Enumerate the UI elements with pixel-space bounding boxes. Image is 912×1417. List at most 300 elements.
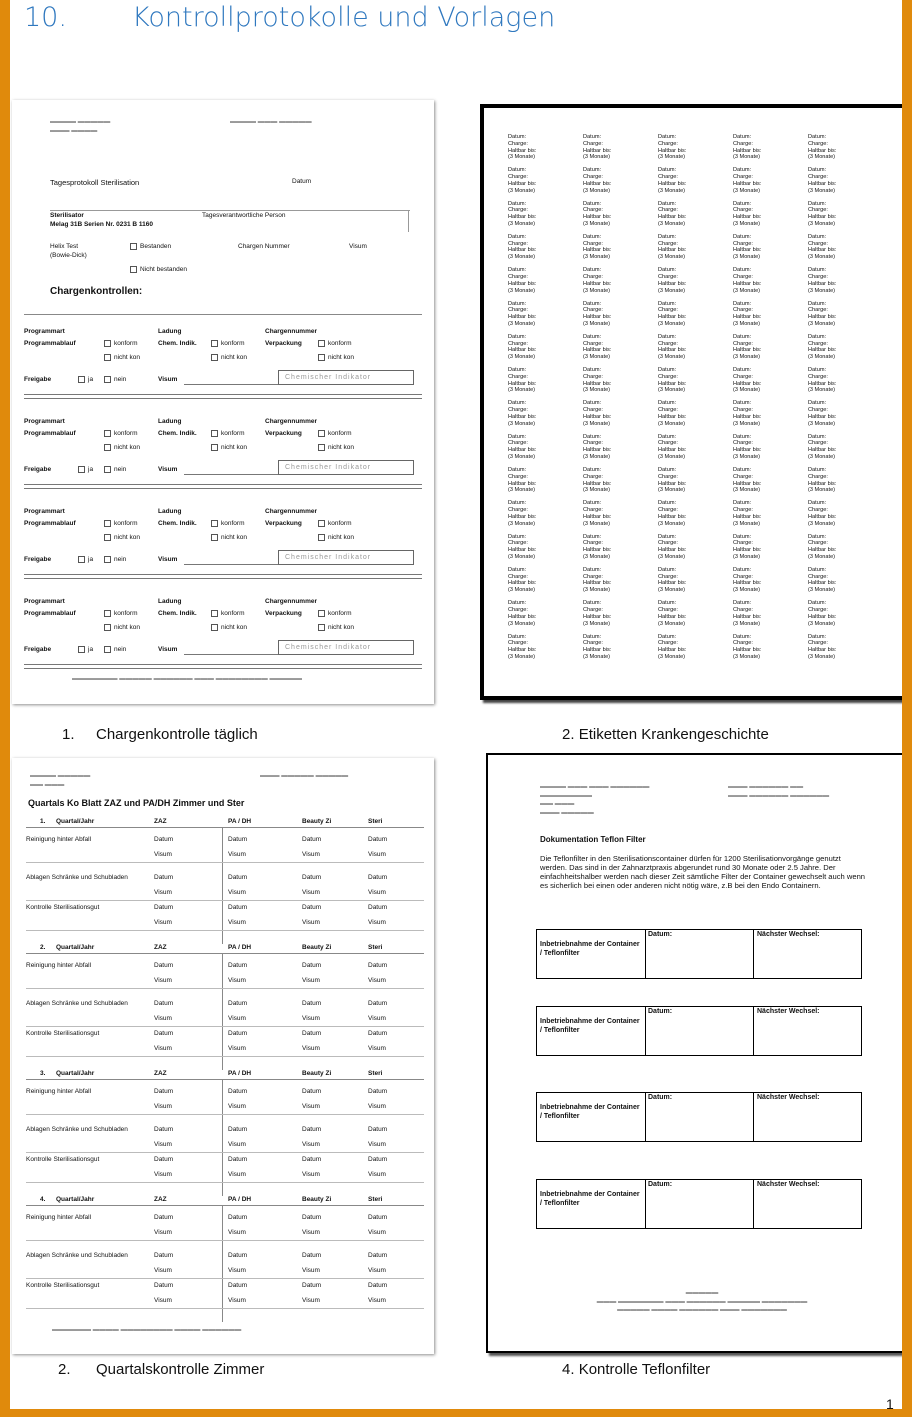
label-line: (3 Monate) — [733, 354, 761, 361]
label-line: Haltbar bis: — [733, 214, 762, 221]
datum-cell: Datum — [302, 1282, 322, 1289]
label-line: Haltbar bis: — [733, 380, 762, 387]
label-line: Datum: — [583, 134, 602, 140]
label-cell — [808, 600, 878, 627]
label-line: (3 Monate) — [733, 387, 761, 394]
label-cell — [808, 201, 878, 228]
label-line: Haltbar bis: — [808, 513, 837, 520]
label-line: Charge: — [808, 540, 828, 547]
label-line: (3 Monate) — [658, 154, 686, 161]
label-line: Datum: — [733, 200, 752, 207]
datum-cell: Datum — [154, 1252, 174, 1259]
chem-nicht-kon: nicht kon — [211, 624, 247, 633]
visum-cell: Visum — [302, 1045, 320, 1052]
label-line: Datum: — [808, 300, 827, 307]
datum-cell: Datum — [302, 904, 322, 911]
datum-cell: Datum — [302, 1252, 322, 1259]
label-line: Haltbar bis: — [658, 214, 687, 221]
label-line: (3 Monate) — [508, 387, 536, 394]
visum-cell: Visum — [228, 1103, 246, 1110]
commissioning-label: Inbetriebnahme der Container / Teflonfilter — [540, 1104, 640, 1120]
datum-cell: Datum — [154, 1282, 174, 1289]
doc3-letterhead: ▬▬▬▬ ▬▬▬▬▬ ▬▬ ▬▬▬ — [30, 772, 91, 788]
label-line: (3 Monate) — [508, 154, 536, 161]
label-cell — [658, 434, 728, 461]
label-line: Datum: — [658, 400, 677, 407]
label-line: Haltbar bis: — [508, 447, 537, 454]
label-line: Charge: — [583, 573, 603, 580]
datum-cell: Datum — [228, 1214, 248, 1221]
doc4-title: Dokumentation Teflon Filter — [540, 835, 646, 844]
label-line: (3 Monate) — [583, 520, 611, 527]
label-line: Charge: — [583, 340, 603, 347]
label-line: (3 Monate) — [658, 587, 686, 594]
label-line: Haltbar bis: — [583, 513, 612, 520]
label-line: Charge: — [808, 606, 828, 613]
verpackung-konform: konform — [318, 340, 351, 349]
label-line: (3 Monate) — [808, 520, 836, 527]
quarter-header: PA / DH — [228, 944, 252, 951]
label-line: Haltbar bis: — [508, 647, 537, 654]
label-cell — [508, 534, 578, 561]
label-line: (3 Monate) — [808, 653, 836, 660]
quarter-header: ZAZ — [154, 944, 167, 951]
task-label: Ablagen Schränke und Schubladen — [26, 874, 128, 881]
label-line: (3 Monate) — [583, 587, 611, 594]
label-cell — [658, 201, 728, 228]
caption-2: 2. Etiketten Krankengeschichte — [562, 726, 769, 743]
verpackung-label: Verpackung — [265, 340, 302, 347]
label-line: Charge: — [583, 307, 603, 314]
label-line: (3 Monate) — [658, 187, 686, 194]
label-line: (3 Monate) — [733, 187, 761, 194]
label-line: Datum: — [658, 533, 677, 540]
date-cell — [645, 930, 754, 978]
visum-label: Visum — [158, 556, 178, 563]
datum-cell: Datum — [228, 1282, 248, 1289]
label-cell — [658, 467, 728, 494]
teflon-table — [536, 929, 862, 979]
label-line: Haltbar bis: — [808, 180, 837, 187]
freigabe-nein: nein — [104, 646, 126, 655]
label-line: Charge: — [508, 507, 528, 514]
page — [10, 0, 902, 1409]
date-cell — [645, 1180, 754, 1228]
label-line: (3 Monate) — [733, 553, 761, 560]
label-cell — [508, 234, 578, 261]
task-label: Kontrolle Sterilisationsgut — [26, 1156, 100, 1163]
datum-cell: Datum — [154, 1214, 174, 1221]
label-line: Datum: — [808, 167, 827, 174]
quarter-number: 2. — [40, 944, 46, 951]
visum-line — [184, 474, 280, 475]
label-line: Haltbar bis: — [658, 480, 687, 487]
label-line: Charge: — [508, 573, 528, 580]
label-line: Charge: — [733, 174, 753, 181]
visum-cell: Visum — [228, 1015, 246, 1022]
label-cell — [808, 634, 878, 661]
label-line: Charge: — [808, 440, 828, 447]
freigabe-ja: ja — [78, 466, 93, 475]
task-label: Kontrolle Sterilisationsgut — [26, 904, 100, 911]
label-line: Haltbar bis: — [508, 413, 537, 420]
programmart-label: Programmart — [24, 418, 65, 425]
visum-cell: Visum — [154, 1103, 172, 1110]
block-divider — [24, 668, 422, 669]
visum-line — [184, 654, 280, 655]
label-line: Haltbar bis: — [808, 613, 837, 620]
label-line: Haltbar bis: — [583, 447, 612, 454]
label-line: Haltbar bis: — [658, 247, 687, 254]
block-divider — [24, 394, 422, 395]
chem-konform: konform — [211, 610, 244, 619]
label-cell — [508, 301, 578, 328]
visum-cell: Visum — [368, 1045, 386, 1052]
programmablauf-label: Programmablauf — [24, 610, 76, 617]
doc1-chargen-nummer: Chargen Nummer — [238, 243, 290, 250]
task-label: Kontrolle Sterilisationsgut — [26, 1282, 100, 1289]
label-line: Datum: — [583, 500, 602, 507]
label-line: Haltbar bis: — [583, 180, 612, 187]
quarter-header: Beauty Zi — [302, 1196, 332, 1203]
label-line: Charge: — [808, 573, 828, 580]
doc1-bowie: (Bowie-Dick) — [50, 252, 87, 259]
label-line: (3 Monate) — [733, 154, 761, 161]
label-line: Charge: — [583, 407, 603, 414]
label-cell — [808, 567, 878, 594]
label-line: Charge: — [808, 140, 828, 147]
visum-label: Visum — [158, 466, 178, 473]
label-line: Haltbar bis: — [658, 647, 687, 654]
label-line: Datum: — [808, 400, 827, 407]
visum-cell: Visum — [228, 919, 246, 926]
label-cell — [808, 234, 878, 261]
programmablauf-label: Programmablauf — [24, 340, 76, 347]
label-line: Datum: — [733, 433, 752, 440]
header-rule — [26, 953, 424, 954]
label-line: (3 Monate) — [658, 387, 686, 394]
teflon-table — [536, 1006, 862, 1056]
label-cell — [508, 267, 578, 294]
doc4-letterhead-right: ▬▬▬ ▬▬▬▬▬▬ ▬▬ ▬▬▬ ▬▬▬▬▬▬ ▬▬▬▬▬▬ — [728, 783, 830, 799]
label-line: Haltbar bis: — [808, 647, 837, 654]
label-line: (3 Monate) — [508, 653, 536, 660]
label-line: Datum: — [658, 467, 677, 473]
label-line: Charge: — [508, 473, 528, 480]
label-line: Datum: — [583, 333, 602, 340]
datum-cell: Datum — [368, 1030, 388, 1037]
label-line: (3 Monate) — [733, 420, 761, 427]
doc4-letterhead: ▬▬▬▬ ▬▬▬ ▬▬▬ ▬▬▬▬▬▬ ▬▬▬▬▬▬▬▬ ▬▬ ▬▬▬ ▬▬▬ ▬▬▬▬▬ — [540, 783, 650, 816]
label-line: Haltbar bis: — [733, 247, 762, 254]
doc3-title: Quartals Ko Blatt ZAZ und PA/DH Zimmer und Ster — [28, 798, 245, 808]
freigabe-ja: ja — [78, 646, 93, 655]
label-line: Haltbar bis: — [658, 314, 687, 321]
label-line: Haltbar bis: — [733, 513, 762, 520]
chargennummer-label: Chargennummer — [265, 508, 318, 515]
next-change-cell — [753, 1180, 861, 1228]
label-line: Datum: — [808, 134, 827, 140]
date-cell — [645, 1093, 754, 1141]
quarter-header: ZAZ — [154, 818, 167, 825]
label-line: Haltbar bis: — [508, 580, 537, 587]
label-line: Charge: — [508, 640, 528, 647]
label-line: (3 Monate) — [583, 653, 611, 660]
commissioning-cell — [537, 930, 646, 978]
label-line: Charge: — [508, 440, 528, 447]
datum-cell: Datum — [368, 1214, 388, 1221]
date-label: Datum: — [648, 1094, 673, 1101]
label-line: Datum: — [583, 167, 602, 174]
label-cell — [658, 400, 728, 427]
visum-cell: Visum — [154, 1171, 172, 1178]
label-line: Datum: — [733, 134, 752, 140]
programmablauf-nicht-kon: nicht kon — [104, 354, 140, 363]
verpackung-nicht-kon: nicht kon — [318, 444, 354, 453]
label-line: Haltbar bis: — [583, 413, 612, 420]
label-line: (3 Monate) — [583, 454, 611, 461]
column-divider — [222, 954, 223, 1070]
label-line: Haltbar bis: — [508, 147, 537, 154]
label-line: (3 Monate) — [658, 220, 686, 227]
datum-cell: Datum — [368, 836, 388, 843]
task-rule — [26, 1056, 424, 1057]
datum-cell: Datum — [154, 904, 174, 911]
visum-cell: Visum — [154, 851, 172, 858]
programmablauf-konform: konform — [104, 520, 137, 529]
datum-cell: Datum — [302, 1126, 322, 1133]
date-cell — [645, 1007, 754, 1055]
label-line: Haltbar bis: — [658, 580, 687, 587]
label-line: Datum: — [508, 566, 527, 573]
visum-cell: Visum — [228, 889, 246, 896]
label-line: Datum: — [658, 600, 677, 607]
label-line: (3 Monate) — [508, 454, 536, 461]
label-line: (3 Monate) — [808, 420, 836, 427]
task-label: Reinigung hinter Abfall — [26, 1214, 92, 1221]
label-line: Haltbar bis: — [508, 180, 537, 187]
visum-cell: Visum — [228, 1297, 246, 1304]
label-cell — [508, 400, 578, 427]
doc1-letterhead: ▬▬▬▬ ▬▬▬▬▬ ▬▬▬ ▬▬▬▬ — [50, 118, 111, 134]
quarter-number: 3. — [40, 1070, 46, 1077]
label-cell — [658, 634, 728, 661]
label-line: Haltbar bis: — [583, 380, 612, 387]
visum-cell: Visum — [368, 1297, 386, 1304]
visum-cell: Visum — [302, 977, 320, 984]
label-line: Charge: — [658, 606, 678, 613]
label-line: Charge: — [808, 473, 828, 480]
label-line: Haltbar bis: — [808, 314, 837, 321]
label-cell — [583, 434, 653, 461]
label-line: Charge: — [733, 240, 753, 247]
label-cell — [733, 467, 803, 494]
label-line: (3 Monate) — [658, 487, 686, 494]
label-line: Datum: — [733, 300, 752, 307]
label-line: Datum: — [508, 200, 527, 207]
label-line: (3 Monate) — [658, 354, 686, 361]
chem-indicator-stamp: Chemischer Indikator — [278, 370, 414, 385]
label-cell — [583, 634, 653, 661]
label-line: Datum: — [808, 566, 827, 573]
label-line: Charge: — [658, 240, 678, 247]
programmart-label: Programmart — [24, 328, 65, 335]
commissioning-label: Inbetriebnahme der Container / Teflonfilter — [540, 941, 640, 957]
label-cell — [583, 301, 653, 328]
caption-3: 2. Quartalskontrolle Zimmer — [58, 1361, 265, 1378]
label-line: (3 Monate) — [508, 220, 536, 227]
label-line: Charge: — [733, 273, 753, 280]
label-line: Haltbar bis: — [583, 214, 612, 221]
chem-indicator-stamp: Chemischer Indikator — [278, 640, 414, 655]
label-line: Datum: — [733, 400, 752, 407]
label-line: Datum: — [508, 500, 527, 507]
visum-cell: Visum — [368, 1267, 386, 1274]
datum-cell: Datum — [154, 836, 174, 843]
label-cell — [808, 367, 878, 394]
label-line: (3 Monate) — [583, 320, 611, 327]
label-line: (3 Monate) — [733, 620, 761, 627]
ladung-label: Ladung — [158, 508, 182, 515]
label-line: Datum: — [808, 200, 827, 207]
label-line: Charge: — [583, 140, 603, 147]
verpackung-nicht-kon: nicht kon — [318, 534, 354, 543]
label-line: Charge: — [508, 207, 528, 214]
visum-cell: Visum — [154, 1045, 172, 1052]
label-line: Datum: — [733, 333, 752, 340]
label-line: Datum: — [658, 500, 677, 507]
label-cell — [508, 434, 578, 461]
ladung-label: Ladung — [158, 328, 182, 335]
datum-cell: Datum — [154, 1156, 174, 1163]
label-cell — [808, 301, 878, 328]
label-cell — [808, 167, 878, 194]
label-line: Haltbar bis: — [808, 547, 837, 554]
chem-nicht-kon: nicht kon — [211, 534, 247, 543]
quarter-header: ZAZ — [154, 1196, 167, 1203]
label-line: Datum: — [808, 433, 827, 440]
chem-nicht-kon: nicht kon — [211, 354, 247, 363]
chem-indicator-stamp: Chemischer Indikator — [278, 550, 414, 565]
label-line: Datum: — [508, 267, 527, 274]
label-line: (3 Monate) — [508, 553, 536, 560]
chem-konform: konform — [211, 340, 244, 349]
datum-cell: Datum — [154, 1126, 174, 1133]
label-line: (3 Monate) — [658, 620, 686, 627]
task-rule — [26, 988, 424, 989]
caption-4: 4. Kontrolle Teflonfilter — [562, 1361, 711, 1378]
label-line: Charge: — [583, 640, 603, 647]
datum-cell: Datum — [368, 1252, 388, 1259]
label-line: Haltbar bis: — [808, 147, 837, 154]
visum-label: Visum — [158, 376, 178, 383]
visum-cell: Visum — [154, 1267, 172, 1274]
label-line: Haltbar bis: — [583, 613, 612, 620]
datum-cell: Datum — [154, 962, 174, 969]
label-line: Haltbar bis: — [733, 147, 762, 154]
programmablauf-nicht-kon: nicht kon — [104, 624, 140, 633]
datum-cell: Datum — [302, 1000, 322, 1007]
label-line: Datum: — [733, 467, 752, 473]
label-line: Datum: — [508, 600, 527, 607]
freigabe-label: Freigabe — [24, 646, 52, 653]
label-line: (3 Monate) — [658, 553, 686, 560]
label-cell — [508, 600, 578, 627]
label-line: Datum: — [658, 267, 677, 274]
date-label: Datum: — [648, 1181, 673, 1188]
label-line: Haltbar bis: — [583, 647, 612, 654]
freigabe-nein: nein — [104, 376, 126, 385]
label-cell — [583, 567, 653, 594]
label-cell — [583, 201, 653, 228]
datum-cell: Datum — [154, 874, 174, 881]
label-cell — [733, 567, 803, 594]
task-label: Ablagen Schränke und Schubladen — [26, 1126, 128, 1133]
label-cell — [583, 600, 653, 627]
label-line: Haltbar bis: — [658, 413, 687, 420]
label-line: Charge: — [733, 640, 753, 647]
label-line: Datum: — [808, 367, 827, 374]
label-line: Datum: — [583, 233, 602, 240]
label-line: Datum: — [733, 533, 752, 540]
label-line: (3 Monate) — [508, 420, 536, 427]
label-line: (3 Monate) — [583, 254, 611, 261]
label-line: (3 Monate) — [508, 587, 536, 594]
label-cell — [808, 467, 878, 494]
label-line: Datum: — [808, 467, 827, 473]
label-line: Haltbar bis: — [508, 613, 537, 620]
label-line: Charge: — [583, 507, 603, 514]
task-label: Reinigung hinter Abfall — [26, 836, 92, 843]
label-line: Datum: — [808, 267, 827, 274]
programmablauf-nicht-kon: nicht kon — [104, 534, 140, 543]
label-line: (3 Monate) — [583, 620, 611, 627]
label-line: Haltbar bis: — [808, 480, 837, 487]
chem-konform: konform — [211, 430, 244, 439]
next-change-cell — [753, 1007, 861, 1055]
label-line: (3 Monate) — [733, 587, 761, 594]
quarter-header: Quartal/Jahr — [56, 1070, 95, 1077]
label-cell — [733, 267, 803, 294]
datum-cell: Datum — [302, 836, 322, 843]
label-line: (3 Monate) — [658, 520, 686, 527]
task-label: Ablagen Schränke und Schubladen — [26, 1252, 128, 1259]
label-line: (3 Monate) — [658, 420, 686, 427]
label-line: (3 Monate) — [808, 553, 836, 560]
label-line: Datum: — [583, 533, 602, 540]
label-line: Datum: — [508, 367, 527, 374]
verpackung-konform: konform — [318, 520, 351, 529]
label-line: Charge: — [583, 606, 603, 613]
ladung-label: Ladung — [158, 418, 182, 425]
label-line: Charge: — [508, 373, 528, 380]
visum-cell: Visum — [302, 851, 320, 858]
label-line: (3 Monate) — [808, 387, 836, 394]
chem-indicator-stamp: Chemischer Indikator — [278, 460, 414, 475]
datum-cell: Datum — [368, 1126, 388, 1133]
label-line: Charge: — [508, 140, 528, 147]
task-rule — [26, 1278, 424, 1279]
label-line: Haltbar bis: — [658, 547, 687, 554]
task-rule — [26, 1026, 424, 1027]
visum-label: Visum — [158, 646, 178, 653]
label-line: Haltbar bis: — [733, 314, 762, 321]
label-line: Haltbar bis: — [583, 347, 612, 354]
visum-cell: Visum — [154, 1297, 172, 1304]
label-line: Haltbar bis: — [808, 380, 837, 387]
label-line: Haltbar bis: — [808, 280, 837, 287]
quarter-header: Quartal/Jahr — [56, 944, 95, 951]
